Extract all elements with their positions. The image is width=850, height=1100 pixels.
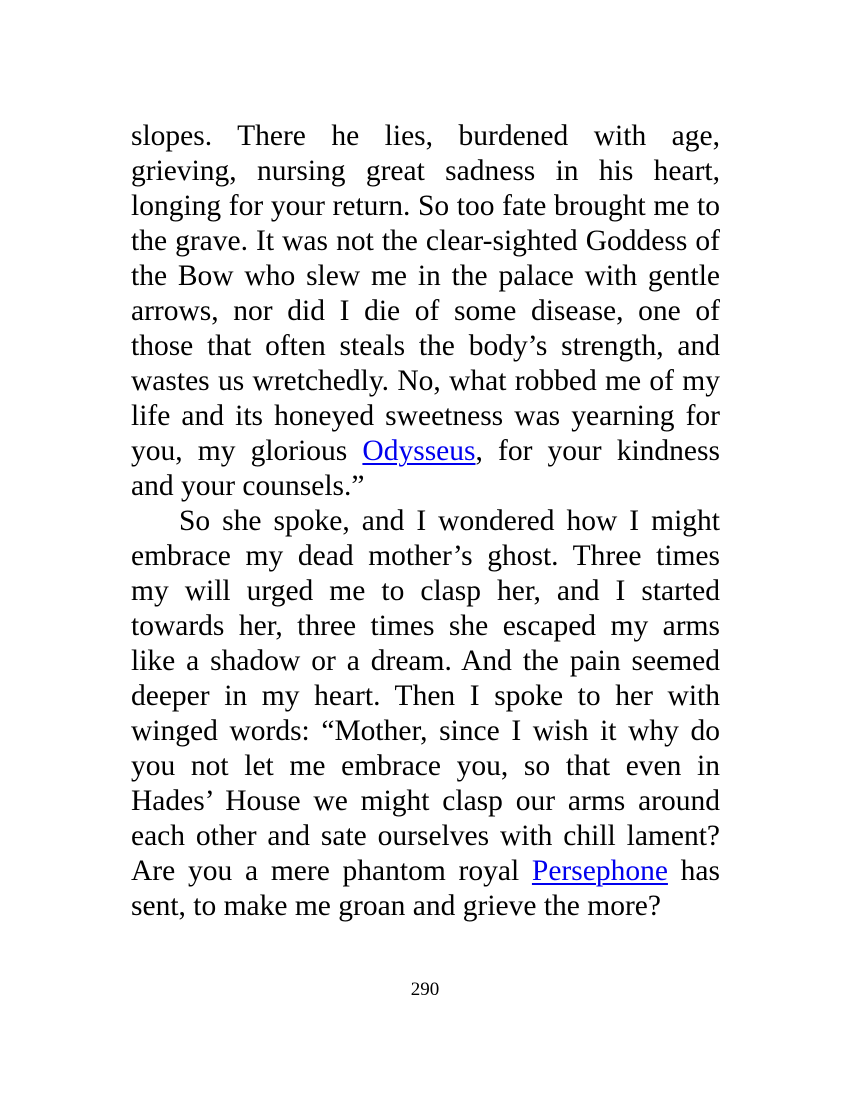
paragraph-1-text-end: , for your kindness and your counsels.” — [131, 435, 720, 502]
odysseus-link[interactable]: Odysseus — [362, 435, 476, 467]
persephone-link[interactable]: Persephone — [531, 855, 668, 887]
paragraph-2-text-start: So she spoke, and I wondered how I might embrace my dead mother’s ghost. Three times my will urged me to clasp her, and I started towards her, three times she escaped my arms like a shadow or a dream. And the pain seemed deeper in my heart. Then I spoke to her with winged words: “Mother, since I wish it why do you not let me embrace you, so that even in Hades’ House we might clasp our arms around each other and sate ourselves with chill lament? Are you a mere phantom royal — [131, 505, 720, 887]
paragraph-2 — [131, 504, 720, 924]
page-number: 290 — [410, 979, 440, 1000]
paragraph-2-text-end: has sent, to make me groan and grieve the more? — [131, 855, 721, 922]
paragraph-1 — [131, 119, 720, 504]
page-body — [131, 119, 720, 924]
paragraph-1-text-start: slopes. There he lies, burdened with age, grieving, nursing great sadness in his heart, longing for your return. So too fate brought me to the grave. It was not the clear-sighted Goddess of the Bow who slew me in the palace with gentle arrows, nor did I die of some disease, one of those that often steals the body’s strength, and wastes us wretchedly. No, what robbed me of my life and its honeyed sweetness was yearning for you, my glorious — [131, 120, 720, 467]
